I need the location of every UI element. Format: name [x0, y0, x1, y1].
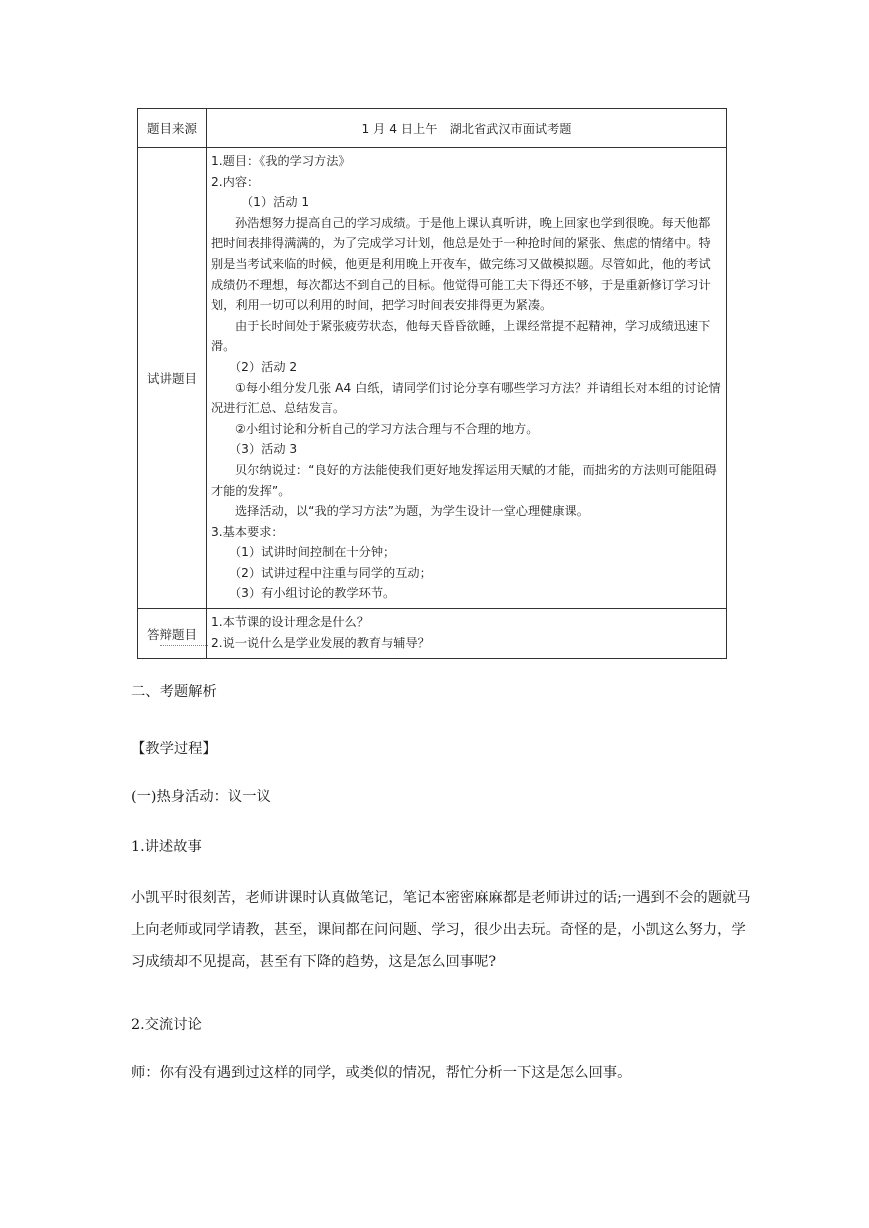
defense-question-2: 2.说一说什么是学业发展的教育与辅导？ [211, 635, 430, 650]
process-heading: 【教学过程】 [131, 741, 217, 757]
story-heading: 1.讲述故事 [131, 839, 202, 855]
activity-1-heading: （1）活动 1 [241, 195, 310, 210]
source-value: 1 月 4 日上午 湖北省武汉市面试考题 [207, 109, 727, 148]
content-heading: 2.内容： [211, 174, 260, 189]
activity-2-heading: （2）活动 2 [229, 359, 298, 374]
requirements-heading: 3.基本要求： [211, 524, 284, 539]
defense-row [138, 609, 727, 659]
requirement-3: （3）有小组讨论的教学环节。 [229, 586, 396, 601]
defense-label: 答辩题目 [138, 609, 207, 659]
lecture-content [207, 148, 727, 609]
lecture-label: 试讲题目 [138, 148, 207, 609]
story-paragraph [131, 882, 751, 978]
story-text: 小凯平时很刻苦，老师讲课时认真做笔记，笔记本密密麻麻都是老师讲过的话;一遇到不会的题就马上向老师或同学请教，甚至，课间都在问问题、学习，很少出去玩。奇怪的是，小凯这么努力，学习成绩却不见提高，甚至有下降的趋势，这是怎么回事呢? [131, 890, 751, 970]
activity-3-paragraph-1: 贝尔纳说过：“良好的方法能使我们更好地发挥运用天赋的才能，而拙劣的方法则可能阻碍才能的发挥”。 [211, 462, 717, 498]
requirement-2: （2）试讲过程中注重与同学的互动； [229, 565, 432, 580]
source-label: 题目来源 [138, 109, 207, 148]
lecture-title: 1.题目：《我的学习方法》 [211, 154, 351, 168]
exam-info-table-wrapper [137, 108, 727, 659]
activity-2-paragraph-1: ①每小组分发几张 A4 白纸，请同学们讨论分享有哪些学习方法？并请组长对本组的讨论情况进行汇总、总结发言。 [211, 380, 721, 416]
activity-1-paragraph-2: 由于长时间处于紧张疲劳状态，他每天昏昏欲睡，上课经常提不起精神，学习成绩迅速下滑。 [211, 318, 711, 354]
scan-residue-mark [160, 641, 208, 646]
warmup-heading: (一)热身活动：议一议 [131, 789, 271, 805]
defense-content [207, 609, 727, 659]
requirement-1: （1）试讲时间控制在十分钟； [229, 545, 396, 560]
source-row [138, 109, 727, 148]
activity-3-heading: （3）活动 3 [229, 442, 298, 457]
exam-info-table [137, 108, 727, 659]
defense-question-1: 1.本节课的设计理念是什么？ [211, 615, 369, 630]
section-heading: 二、考题解析 [131, 684, 217, 700]
activity-1-paragraph-1: 孙浩想努力提高自己的学习成绩。于是他上课认真听讲，晚上回家也学到很晚。每天他都把时间表排得满满的，为了完成学习计划，他总是处于一种抢时间的紧张、焦虑的情绪中。特别是当考试来临的时候，他更是利用晚上开夜车，做完练习又做模拟题。尽管如此，他的考试成绩仍不理想，每次都达不到自己的目标。他觉得可能工夫下得还不够，于是重新修订学习计划，利用一切可以利用的时间，把学习时间表安排得更为紧凑。 [211, 215, 711, 313]
teacher-line: 师：你有没有遇到过这样的同学，或类似的情况，帮忙分析一下这是怎么回事。 [131, 1065, 632, 1081]
activity-2-paragraph-2: ②小组讨论和分析自己的学习方法合理与不合理的地方。 [235, 421, 539, 436]
activity-3-paragraph-2: 选择活动，以“我的学习方法”为题，为学生设计一堂心理健康课。 [235, 504, 589, 519]
discussion-heading: 2.交流讨论 [131, 1017, 202, 1033]
lecture-row [138, 148, 727, 609]
